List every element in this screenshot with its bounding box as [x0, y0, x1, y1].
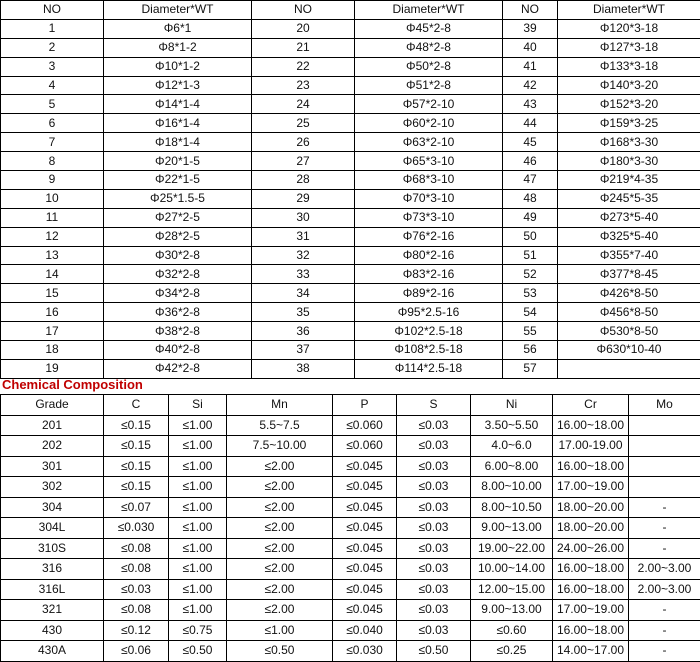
ni-cell: 6.00~8.00 — [471, 456, 553, 477]
diameter-wt-cell: Φ180*3-30 — [558, 152, 700, 171]
table-row — [1, 341, 700, 360]
diameter-wt-cell: Φ28*2-5 — [104, 227, 252, 246]
mn-cell: 7.5~10.00 — [227, 436, 333, 457]
chem-header-mn: Mn — [227, 395, 333, 416]
ni-cell: 3.50~5.50 — [471, 415, 553, 436]
p-cell: ≤0.045 — [333, 579, 397, 600]
no-cell: 27 — [252, 152, 355, 171]
no-cell: 1 — [1, 19, 104, 38]
no-cell: 33 — [252, 265, 355, 284]
ni-cell: ≤0.60 — [471, 620, 553, 641]
cr-cell: 24.00~26.00 — [553, 538, 629, 559]
no-cell: 45 — [503, 133, 558, 152]
diameter-wt-cell: Φ10*1-2 — [104, 57, 252, 76]
si-cell: ≤1.00 — [169, 559, 227, 580]
cr-cell: 16.00~18.00 — [553, 579, 629, 600]
diameter-wt-cell: Φ120*3-18 — [558, 19, 700, 38]
diameter-wt-cell: Φ6*1 — [104, 19, 252, 38]
chemical-composition-title: Chemical Composition — [2, 377, 143, 393]
ni-cell: 8.00~10.50 — [471, 497, 553, 518]
mn-cell: ≤2.00 — [227, 477, 333, 498]
diameter-wt-cell: Φ355*7-40 — [558, 246, 700, 265]
mo-cell: - — [629, 518, 700, 539]
table-row — [1, 620, 700, 641]
diameter-wt-cell: Φ325*5-40 — [558, 227, 700, 246]
table-row — [1, 19, 700, 38]
grade-cell: 301 — [1, 456, 104, 477]
diameter-wt-cell: Φ20*1-5 — [104, 152, 252, 171]
diameter-wt-cell: Φ127*3-18 — [558, 38, 700, 57]
c-cell: ≤0.07 — [104, 497, 169, 518]
ni-cell: 12.00~15.00 — [471, 579, 553, 600]
no-cell: 15 — [1, 284, 104, 303]
c-cell: ≤0.03 — [104, 579, 169, 600]
no-cell: 52 — [503, 265, 558, 284]
no-cell: 46 — [503, 152, 558, 171]
no-cell: 5 — [1, 95, 104, 114]
diameter-wt-cell: Φ80*2-16 — [355, 246, 503, 265]
no-cell: 40 — [503, 38, 558, 57]
no-cell: 29 — [252, 189, 355, 208]
cr-cell: 14.00~17.00 — [553, 641, 629, 662]
diameter-wt-cell: Φ168*3-30 — [558, 133, 700, 152]
ni-cell: 19.00~22.00 — [471, 538, 553, 559]
si-cell: ≤1.00 — [169, 456, 227, 477]
diameter-wt-cell: Φ12*1-3 — [104, 76, 252, 95]
diameter-wt-cell: Φ89*2-16 — [355, 284, 503, 303]
no-cell: 19 — [1, 359, 104, 378]
diameter-wt-cell: Φ152*3-20 — [558, 95, 700, 114]
diameter-wt-cell: Φ57*2-10 — [355, 95, 503, 114]
p-cell: ≤0.040 — [333, 620, 397, 641]
no-cell: 30 — [252, 208, 355, 227]
cr-cell: 16.00~18.00 — [553, 456, 629, 477]
no-cell: 32 — [252, 246, 355, 265]
ni-cell: 4.0~6.0 — [471, 436, 553, 457]
no-cell: 48 — [503, 189, 558, 208]
diameter-wt-cell: Φ60*2-10 — [355, 114, 503, 133]
diameter-wt-cell: Φ530*8-50 — [558, 322, 700, 341]
table-row — [1, 38, 700, 57]
size-header-diameter-3: Diameter*WT — [558, 1, 700, 20]
mn-cell: ≤2.00 — [227, 497, 333, 518]
si-cell: ≤1.00 — [169, 518, 227, 539]
s-cell: ≤0.50 — [397, 641, 471, 662]
s-cell: ≤0.03 — [397, 456, 471, 477]
si-cell: ≤1.00 — [169, 579, 227, 600]
no-cell: 11 — [1, 208, 104, 227]
no-cell: 24 — [252, 95, 355, 114]
table-row — [1, 322, 700, 341]
cr-cell: 17.00~19.00 — [553, 600, 629, 621]
mo-cell: - — [629, 497, 700, 518]
no-cell: 57 — [503, 359, 558, 378]
table-row — [1, 133, 700, 152]
table-row — [1, 538, 700, 559]
no-cell: 41 — [503, 57, 558, 76]
diameter-wt-cell: Φ51*2-8 — [355, 76, 503, 95]
c-cell: ≤0.08 — [104, 538, 169, 559]
ni-cell: 10.00~14.00 — [471, 559, 553, 580]
diameter-wt-cell: Φ65*3-10 — [355, 152, 503, 171]
no-cell: 31 — [252, 227, 355, 246]
no-cell: 10 — [1, 189, 104, 208]
diameter-wt-cell: Φ38*2-8 — [104, 322, 252, 341]
mn-cell: ≤2.00 — [227, 538, 333, 559]
c-cell: ≤0.030 — [104, 518, 169, 539]
s-cell: ≤0.03 — [397, 415, 471, 436]
si-cell: ≤0.75 — [169, 620, 227, 641]
chem-table-body — [1, 415, 700, 661]
s-cell: ≤0.03 — [397, 436, 471, 457]
diameter-wt-cell: Φ133*3-18 — [558, 57, 700, 76]
mo-cell: - — [629, 620, 700, 641]
table-row — [1, 436, 700, 457]
p-cell: ≤0.045 — [333, 559, 397, 580]
diameter-wt-cell: Φ48*2-8 — [355, 38, 503, 57]
p-cell: ≤0.060 — [333, 436, 397, 457]
chem-header-grade: Grade — [1, 395, 104, 416]
grade-cell: 202 — [1, 436, 104, 457]
table-row — [1, 579, 700, 600]
diameter-wt-cell: Φ25*1.5-5 — [104, 189, 252, 208]
c-cell: ≤0.08 — [104, 559, 169, 580]
mn-cell: ≤1.00 — [227, 620, 333, 641]
mo-cell: - — [629, 641, 700, 662]
no-cell: 3 — [1, 57, 104, 76]
si-cell: ≤1.00 — [169, 436, 227, 457]
table-row — [1, 641, 700, 662]
s-cell: ≤0.03 — [397, 518, 471, 539]
diameter-wt-cell: Φ42*2-8 — [104, 359, 252, 378]
no-cell: 25 — [252, 114, 355, 133]
no-cell: 54 — [503, 303, 558, 322]
table-row — [1, 114, 700, 133]
mo-cell — [629, 477, 700, 498]
table-row — [1, 152, 700, 171]
no-cell: 2 — [1, 38, 104, 57]
table-row — [1, 518, 700, 539]
no-cell: 14 — [1, 265, 104, 284]
no-cell: 4 — [1, 76, 104, 95]
grade-cell: 430 — [1, 620, 104, 641]
p-cell: ≤0.045 — [333, 600, 397, 621]
cr-cell: 17.00~19.00 — [553, 477, 629, 498]
si-cell: ≤1.00 — [169, 497, 227, 518]
no-cell: 8 — [1, 152, 104, 171]
no-cell: 51 — [503, 246, 558, 265]
diameter-wt-cell: Φ32*2-8 — [104, 265, 252, 284]
s-cell: ≤0.03 — [397, 600, 471, 621]
ni-cell: 9.00~13.00 — [471, 518, 553, 539]
no-cell: 28 — [252, 171, 355, 190]
mo-cell: 2.00~3.00 — [629, 579, 700, 600]
mn-cell: ≤2.00 — [227, 559, 333, 580]
no-cell: 56 — [503, 341, 558, 360]
diameter-wt-cell: Φ70*3-10 — [355, 189, 503, 208]
s-cell: ≤0.03 — [397, 620, 471, 641]
mo-cell: 2.00~3.00 — [629, 559, 700, 580]
no-cell: 16 — [1, 303, 104, 322]
size-header-diameter-2: Diameter*WT — [355, 1, 503, 20]
cr-cell: 16.00~18.00 — [553, 559, 629, 580]
ni-cell: ≤0.25 — [471, 641, 553, 662]
diameter-wt-cell: Φ108*2.5-18 — [355, 341, 503, 360]
table-row — [1, 171, 700, 190]
table-row — [1, 477, 700, 498]
mn-cell: ≤2.00 — [227, 456, 333, 477]
c-cell: ≤0.15 — [104, 477, 169, 498]
ni-cell: 9.00~13.00 — [471, 600, 553, 621]
mo-cell: - — [629, 538, 700, 559]
no-cell: 35 — [252, 303, 355, 322]
chem-header-cr: Cr — [553, 395, 629, 416]
diameter-wt-cell: Φ95*2.5-16 — [355, 303, 503, 322]
no-cell: 18 — [1, 341, 104, 360]
grade-cell: 304 — [1, 497, 104, 518]
c-cell: ≤0.15 — [104, 436, 169, 457]
chem-header-si: Si — [169, 395, 227, 416]
diameter-wt-cell: Φ219*4-35 — [558, 171, 700, 190]
c-cell: ≤0.15 — [104, 456, 169, 477]
grade-cell: 430A — [1, 641, 104, 662]
p-cell: ≤0.030 — [333, 641, 397, 662]
table-row — [1, 415, 700, 436]
diameter-wt-cell: Φ630*10-40 — [558, 341, 700, 360]
no-cell: 47 — [503, 171, 558, 190]
no-cell: 21 — [252, 38, 355, 57]
diameter-wt-cell: Φ63*2-10 — [355, 133, 503, 152]
diameter-wt-cell: Φ73*3-10 — [355, 208, 503, 227]
table-row — [1, 227, 700, 246]
table-row — [1, 359, 700, 378]
table-row — [1, 189, 700, 208]
no-cell: 49 — [503, 208, 558, 227]
size-table-body — [1, 19, 700, 378]
c-cell: ≤0.15 — [104, 415, 169, 436]
table-row — [1, 284, 700, 303]
mo-cell — [629, 456, 700, 477]
diameter-wt-cell: Φ18*1-4 — [104, 133, 252, 152]
diameter-wt-cell: Φ76*2-16 — [355, 227, 503, 246]
table-row — [1, 303, 700, 322]
cr-cell: 16.00~18.00 — [553, 415, 629, 436]
table-row — [1, 208, 700, 227]
c-cell: ≤0.06 — [104, 641, 169, 662]
s-cell: ≤0.03 — [397, 538, 471, 559]
no-cell: 12 — [1, 227, 104, 246]
no-cell: 38 — [252, 359, 355, 378]
size-header-no-3: NO — [503, 1, 558, 20]
diameter-wt-cell: Φ68*3-10 — [355, 171, 503, 190]
mn-cell: 5.5~7.5 — [227, 415, 333, 436]
c-cell: ≤0.12 — [104, 620, 169, 641]
diameter-wt-cell: Φ22*1-5 — [104, 171, 252, 190]
s-cell: ≤0.03 — [397, 579, 471, 600]
no-cell: 44 — [503, 114, 558, 133]
no-cell: 17 — [1, 322, 104, 341]
no-cell: 9 — [1, 171, 104, 190]
diameter-wt-cell: Φ30*2-8 — [104, 246, 252, 265]
p-cell: ≤0.045 — [333, 477, 397, 498]
s-cell: ≤0.03 — [397, 559, 471, 580]
si-cell: ≤1.00 — [169, 600, 227, 621]
mn-cell: ≤2.00 — [227, 600, 333, 621]
no-cell: 13 — [1, 246, 104, 265]
diameter-wt-cell: Φ273*5-40 — [558, 208, 700, 227]
c-cell: ≤0.08 — [104, 600, 169, 621]
si-cell: ≤1.00 — [169, 538, 227, 559]
diameter-wt-cell: Φ426*8-50 — [558, 284, 700, 303]
mn-cell: ≤2.00 — [227, 518, 333, 539]
s-cell: ≤0.03 — [397, 477, 471, 498]
no-cell: 6 — [1, 114, 104, 133]
no-cell: 34 — [252, 284, 355, 303]
diameter-wt-cell: Φ45*2-8 — [355, 19, 503, 38]
diameter-wt-cell: Φ140*3-20 — [558, 76, 700, 95]
diameter-wt-cell — [558, 359, 700, 378]
table-row — [1, 57, 700, 76]
size-header-no-1: NO — [1, 1, 104, 20]
chemical-composition-table — [0, 394, 700, 662]
no-cell: 23 — [252, 76, 355, 95]
cr-cell: 17.00-19.00 — [553, 436, 629, 457]
diameter-wt-cell: Φ102*2.5-18 — [355, 322, 503, 341]
ni-cell: 8.00~10.00 — [471, 477, 553, 498]
si-cell: ≤1.00 — [169, 415, 227, 436]
chem-header-mo: Mo — [629, 395, 700, 416]
grade-cell: 201 — [1, 415, 104, 436]
table-row — [1, 76, 700, 95]
s-cell: ≤0.03 — [397, 497, 471, 518]
grade-cell: 310S — [1, 538, 104, 559]
diameter-wt-cell: Φ36*2-8 — [104, 303, 252, 322]
no-cell: 55 — [503, 322, 558, 341]
mo-cell — [629, 436, 700, 457]
diameter-wt-cell: Φ27*2-5 — [104, 208, 252, 227]
mo-cell — [629, 415, 700, 436]
diameter-wt-cell: Φ159*3-25 — [558, 114, 700, 133]
chem-header-p: P — [333, 395, 397, 416]
mn-cell: ≤2.00 — [227, 579, 333, 600]
table-row — [1, 456, 700, 477]
diameter-wt-cell: Φ114*2.5-18 — [355, 359, 503, 378]
si-cell: ≤1.00 — [169, 477, 227, 498]
table-row — [1, 95, 700, 114]
chem-header-s: S — [397, 395, 471, 416]
grade-cell: 321 — [1, 600, 104, 621]
diameter-wt-cell: Φ8*1-2 — [104, 38, 252, 57]
chem-header-c: C — [104, 395, 169, 416]
no-cell: 43 — [503, 95, 558, 114]
p-cell: ≤0.060 — [333, 415, 397, 436]
diameter-wt-cell: Φ456*8-50 — [558, 303, 700, 322]
no-cell: 50 — [503, 227, 558, 246]
diameter-wt-cell: Φ16*1-4 — [104, 114, 252, 133]
cr-cell: 18.00~20.00 — [553, 497, 629, 518]
cr-cell: 16.00~18.00 — [553, 620, 629, 641]
grade-cell: 302 — [1, 477, 104, 498]
grade-cell: 316L — [1, 579, 104, 600]
diameter-wt-cell: Φ40*2-8 — [104, 341, 252, 360]
diameter-wt-cell: Φ14*1-4 — [104, 95, 252, 114]
mo-cell: - — [629, 600, 700, 621]
grade-cell: 316 — [1, 559, 104, 580]
cr-cell: 18.00~20.00 — [553, 518, 629, 539]
size-table-header-row — [1, 1, 700, 20]
si-cell: ≤0.50 — [169, 641, 227, 662]
size-header-no-2: NO — [252, 1, 355, 20]
no-cell: 7 — [1, 133, 104, 152]
diameter-wt-cell: Φ50*2-8 — [355, 57, 503, 76]
diameter-wt-cell: Φ245*5-35 — [558, 189, 700, 208]
no-cell: 36 — [252, 322, 355, 341]
no-cell: 37 — [252, 341, 355, 360]
no-cell: 42 — [503, 76, 558, 95]
diameter-wt-cell: Φ83*2-16 — [355, 265, 503, 284]
table-row — [1, 246, 700, 265]
size-header-diameter-1: Diameter*WT — [104, 1, 252, 20]
table-row — [1, 600, 700, 621]
no-cell: 53 — [503, 284, 558, 303]
no-cell: 20 — [252, 19, 355, 38]
table-row — [1, 559, 700, 580]
chem-header-ni: Ni — [471, 395, 553, 416]
diameter-wt-cell: Φ377*8-45 — [558, 265, 700, 284]
p-cell: ≤0.045 — [333, 497, 397, 518]
diameter-wt-cell: Φ34*2-8 — [104, 284, 252, 303]
mn-cell: ≤0.50 — [227, 641, 333, 662]
no-cell: 39 — [503, 19, 558, 38]
no-cell: 22 — [252, 57, 355, 76]
p-cell: ≤0.045 — [333, 456, 397, 477]
grade-cell: 304L — [1, 518, 104, 539]
no-cell: 26 — [252, 133, 355, 152]
p-cell: ≤0.045 — [333, 538, 397, 559]
p-cell: ≤0.045 — [333, 518, 397, 539]
table-row — [1, 497, 700, 518]
chem-table-header-row — [1, 395, 700, 416]
table-row — [1, 265, 700, 284]
